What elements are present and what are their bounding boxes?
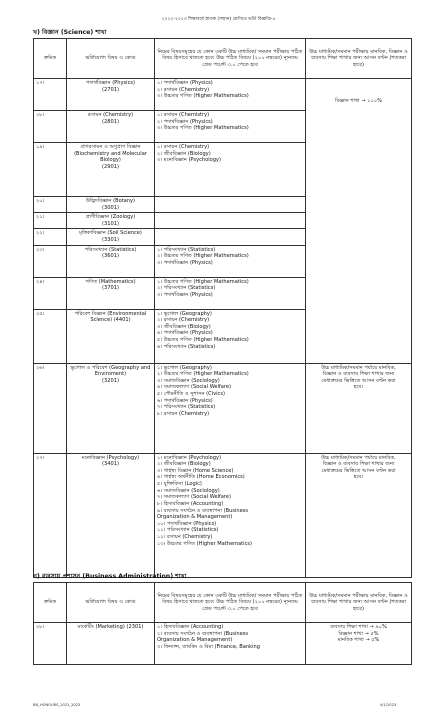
requirement-item: ৪। সমাজকল্যাণ (Social Welfare) bbox=[157, 384, 231, 391]
subject-code: (3601) bbox=[102, 253, 119, 260]
col-allocation: উচ্চ মাধ্যমিক/সমমান পরীক্ষায় মানবিক, বিজ্ঞান ও ব্যবসায় শিক্ষা শাখার জন্য আসন বণ্টন (শতকরা হারে) bbox=[306, 39, 412, 79]
subject-cell bbox=[67, 143, 155, 197]
requirement-item: ২। রসায়ন (Chemistry) bbox=[157, 86, 210, 93]
requirement-item: ৩। উচ্চতর গণিত (Higher Mathematics) bbox=[157, 125, 249, 132]
serial-cell: ১৯। bbox=[34, 143, 67, 197]
requirements-cell bbox=[155, 309, 306, 363]
footer-right: 4/1/2023 bbox=[380, 703, 397, 707]
requirement-item: ৩। ফিন্যান্স, ব্যাংকিং ও বিমা (Finance, Banking bbox=[157, 643, 260, 650]
serial-cell: ২২। bbox=[34, 229, 67, 245]
requirement-item: ২। উচ্চতর গণিত (Higher Mathematics) bbox=[157, 371, 249, 378]
col-serial: ক্রমিক bbox=[34, 583, 67, 623]
requirement-item: ৫। পৌরনীতি ও সুশাসন (Civics) bbox=[157, 391, 226, 398]
requirement-item: ১০। পদার্থবিজ্ঞান (Physics) bbox=[157, 520, 217, 527]
business-table bbox=[33, 582, 412, 665]
allocation-line: বিজ্ঞান ও ব্যবসায় শিক্ষা শাখার জন্য bbox=[322, 371, 395, 378]
table-row bbox=[34, 623, 412, 665]
requirement-item: ২। ব্যবসায় সংগঠন ও ব্যবস্থাপনা (Business bbox=[157, 630, 249, 637]
subject-cell bbox=[67, 79, 155, 111]
requirement-item: ৩। গার্হস্থ্য বিজ্ঞান (Home Science) bbox=[157, 467, 234, 474]
science-section-heading: খ) বিজ্ঞান (Science) শাখা bbox=[33, 29, 107, 36]
allocation-line: মেধাক্রমের ভিত্তিতে আসন বণ্টন করা bbox=[321, 377, 396, 384]
table-row bbox=[34, 363, 412, 453]
allocation-line: বিজ্ঞান শাখা → ৫% bbox=[338, 630, 379, 637]
requirement-item: ৫। উচ্চতর গণিত (Higher Mathematics) bbox=[157, 337, 249, 344]
allocation-line: হবে। bbox=[353, 474, 364, 481]
subject-name: পরিবেশ বিজ্ঞান (Environmental Science) (4401) bbox=[74, 310, 147, 324]
requirement-item: Organization & Management) bbox=[157, 514, 233, 521]
serial-cell: ২৬। bbox=[34, 363, 67, 453]
requirements-cell bbox=[155, 277, 306, 309]
allocation-cell bbox=[306, 453, 412, 577]
subject-cell bbox=[67, 623, 155, 665]
subject-code: (3401) bbox=[102, 461, 119, 468]
serial-cell: ২৩। bbox=[34, 245, 67, 277]
requirement-item: ৩। পদার্থবিজ্ঞান (Physics) bbox=[157, 291, 213, 298]
col-subject: ভর্তিযোগ্য বিষয় ও কোড bbox=[67, 583, 155, 623]
table-header-row bbox=[34, 583, 412, 623]
requirement-item: ৬। পরিসংখ্যান (Statistics) bbox=[157, 343, 216, 350]
requirement-item: ৩। মনোবিজ্ঞান (Psychology) bbox=[157, 157, 221, 164]
subject-name: প্রাণরসায়ন ও অণুপ্রাণ বিজ্ঞান (Biochemistry and Molecular Biology) bbox=[74, 144, 147, 164]
requirements-cell bbox=[155, 213, 306, 229]
serial-cell: ২৪। bbox=[34, 277, 67, 309]
subject-code: (3701) bbox=[102, 285, 119, 292]
allocation-cell bbox=[306, 79, 412, 364]
requirement-item: ১। মনোবিজ্ঞান (Psychology) bbox=[157, 454, 221, 461]
requirement-item: ১। রসায়ন (Chemistry) bbox=[157, 112, 210, 118]
subject-name: মনোবিজ্ঞান (Psychology) bbox=[81, 454, 140, 461]
subject-cell bbox=[67, 453, 155, 577]
requirement-item: ৪। পদার্থবিজ্ঞান (Physics) bbox=[157, 330, 213, 337]
requirement-item: ৯। ব্যবসায় সংগঠন ও ব্যবস্থাপনা (Business bbox=[157, 507, 249, 514]
subject-code: (2701) bbox=[102, 86, 119, 93]
subject-cell bbox=[67, 213, 155, 229]
requirement-item: ৪। গার্হস্থ্য অর্থনীতি (Home Economics) bbox=[157, 474, 245, 481]
subject-code: (2901) bbox=[102, 163, 119, 170]
requirement-item: ১২। রসায়ন (Chemistry) bbox=[157, 533, 213, 540]
subject-cell bbox=[67, 245, 155, 277]
subject-cell bbox=[67, 197, 155, 213]
subject-cell bbox=[67, 309, 155, 363]
subject-name: রসায়ন (Chemistry) bbox=[87, 112, 134, 118]
serial-cell: ২১। bbox=[34, 213, 67, 229]
serial-cell: ২০। bbox=[34, 197, 67, 213]
serial-cell: ১৮। bbox=[34, 111, 67, 143]
allocation-cell bbox=[306, 363, 412, 453]
requirements-cell bbox=[155, 363, 306, 453]
table-header-row bbox=[34, 39, 412, 79]
col-subject: ভর্তিযোগ্য বিষয় ও কোড bbox=[67, 39, 155, 79]
subject-code: (3101) bbox=[102, 220, 119, 227]
subject-name: ভূগোল ও পরিবেশ (Geography and Enviroment) bbox=[70, 364, 151, 378]
subject-cell bbox=[67, 229, 155, 245]
allocation-line: মানবিক শাখা → ৫% bbox=[337, 637, 380, 644]
subject-code: (3201) bbox=[102, 377, 119, 384]
allocation-text: বিজ্ঞান শাখা → ১০০% bbox=[335, 98, 382, 104]
serial-cell: ১৭। bbox=[34, 79, 67, 111]
table-row bbox=[34, 453, 412, 577]
requirement-item: ১। ভূগোল (Geography) bbox=[157, 310, 212, 317]
allocation-line: মেধাক্রমের ভিত্তিতে আসন বণ্টন করা bbox=[321, 467, 396, 474]
col-requirements: নিম্নের বিষয়সমূহের যে কোন একটি উচ্চ মাধ্যমিক/ সমমান পরীক্ষায় পঠিত বিষয় হিসাবে থাকতে হবে। উচ্চ পঠিত বিষয়ে (২০০ নম্বরের) ন্যূনতম গ্রেড পয়েন্ট ৩.০ পেতে হবে bbox=[155, 39, 306, 79]
requirements-cell bbox=[155, 453, 306, 577]
requirement-item: ২। জীববিজ্ঞান (Biology) bbox=[157, 150, 211, 157]
table-row bbox=[34, 79, 412, 111]
subject-cell bbox=[67, 111, 155, 143]
subject-name: গণিত (Mathematics) bbox=[85, 278, 136, 285]
requirement-item: Organization & Management) bbox=[157, 637, 233, 644]
requirement-item: ৭। পরিসংখ্যান (Statistics) bbox=[157, 404, 216, 411]
requirements-cell bbox=[155, 623, 306, 665]
requirements-cell bbox=[155, 197, 306, 213]
requirement-item: ১। উচ্চতর গণিত (Higher Mathematics) bbox=[157, 278, 249, 285]
subject-cell bbox=[67, 363, 155, 453]
requirement-item: ৭। সমাজকল্যাণ (Social Welfare) bbox=[157, 494, 232, 501]
subject-code: (3001) bbox=[102, 204, 119, 211]
requirement-item: ৬। সমাজবিজ্ঞান (Sociology) bbox=[157, 487, 220, 494]
requirement-item: ৩। জীববিজ্ঞান (Biology) bbox=[157, 323, 211, 330]
allocation-line: উচ্চ মাধ্যমিক/সমমান পর্যায়ে মানবিক, bbox=[321, 364, 396, 371]
requirement-item: ১। পরিসংখ্যান (Statistics) bbox=[157, 246, 216, 253]
requirement-item: ২। পরিসংখ্যান (Statistics) bbox=[157, 285, 216, 292]
subject-cell bbox=[67, 277, 155, 309]
science-table bbox=[33, 38, 412, 578]
subject-name: পরিসংখ্যান (Statistics) bbox=[84, 246, 137, 253]
requirement-item: ৮। রসায়ন (Chemistry) bbox=[157, 410, 210, 417]
requirement-item: ৬। পদার্থবিজ্ঞান (Physics) bbox=[157, 397, 213, 404]
subject-code: (2801) bbox=[102, 118, 119, 125]
requirement-item: ৩। পদার্থবিজ্ঞান (Physics) bbox=[157, 259, 213, 266]
requirement-item: ১১। পরিসংখ্যান (Statistics) bbox=[157, 527, 219, 534]
requirement-item: ১। রসায়ন (Chemistry) bbox=[157, 144, 210, 150]
serial-cell: ২৭। bbox=[34, 453, 67, 577]
allocation-line: বিজ্ঞান ও ব্যবসায় শিক্ষা শাখার জন্য bbox=[322, 461, 395, 468]
requirement-item: ৩। উচ্চতর গণিত (Higher Mathematics) bbox=[157, 93, 249, 100]
subject-code: (3301) bbox=[102, 237, 119, 244]
subject-name: পদার্থবিজ্ঞান (Physics) bbox=[85, 80, 136, 86]
requirement-item: ২। রসায়ন (Chemistry) bbox=[157, 317, 210, 324]
requirements-cell bbox=[155, 143, 306, 197]
allocation-cell bbox=[306, 623, 412, 665]
subject-name: উদ্ভিদবিজ্ঞান (Botany) bbox=[85, 198, 136, 204]
requirement-item: ১৩। উচ্চতর গণিত (Higher Mathematics) bbox=[157, 540, 253, 547]
requirement-item: ১। ভূগোল (Geography) bbox=[157, 364, 212, 371]
page-header: ২০২২-২০২৩ শিক্ষাবর্ষে স্নাতক (সম্মান) শ্রেণিতে ভর্তি বিজ্ঞপ্তি-৫ bbox=[161, 17, 276, 22]
serial-cell: ২৫। bbox=[34, 309, 67, 363]
requirement-item: ১। হিসাববিজ্ঞান (Accounting) bbox=[157, 624, 224, 630]
requirement-item: ১। পদার্থবিজ্ঞান (Physics) bbox=[157, 80, 213, 86]
requirement-item: ২। পদার্থবিজ্ঞান (Physics) bbox=[157, 118, 213, 125]
subject-name: মৃত্তিকাবিজ্ঞান (Soil Science) bbox=[79, 230, 142, 237]
requirement-item: ২। জীববিজ্ঞান (Biology) bbox=[157, 461, 211, 468]
allocation-line: হবে। bbox=[353, 384, 364, 391]
requirements-cell bbox=[155, 111, 306, 143]
requirement-item: ৩। সমাজবিজ্ঞান (Sociology) bbox=[157, 377, 220, 384]
requirements-cell bbox=[155, 245, 306, 277]
allocation-line: উচ্চ মাধ্যমিক/সমমান পর্যায়ে মানবিক, bbox=[321, 454, 396, 461]
business-section-heading: গ) ব্যবসায় প্রশাসন (Business Administration) শাখা bbox=[33, 573, 187, 580]
subject-name: প্রাণীবিজ্ঞান (Zoology) bbox=[85, 214, 136, 221]
requirement-item: ২। উচ্চতর গণিত (Higher Mathematics) bbox=[157, 253, 249, 260]
allocation-line: ব্যবসায় শিক্ষা শাখা → ৯০% bbox=[330, 624, 387, 630]
requirements-cell bbox=[155, 229, 306, 245]
requirement-item: ৫। যুক্তিবিদ্যা (Logic) bbox=[157, 481, 202, 488]
col-allocation: উচ্চ মাধ্যমিক/সমমান পরীক্ষায় মানবিক, বিজ্ঞান ও ব্যবসায় শিক্ষা শাখার জন্য আসন বণ্টন (শতকরা হারে) bbox=[306, 583, 412, 623]
requirements-cell bbox=[155, 79, 306, 111]
col-requirements: নিম্নের বিষয়সমূহের যে কোন একটি উচ্চ মাধ্যমিক/ সমমান পরীক্ষায় পঠিত বিষয় হিসাবে থাকতে হবে। উচ্চ পঠিত বিষয়ে (২০০ নম্বরের) ন্যূনতম গ্রেড পয়েন্ট ৩.০ পেতে হবে bbox=[155, 583, 306, 623]
serial-cell: ২৮। bbox=[34, 623, 67, 665]
requirement-item: ৮। হিসাববিজ্ঞান (Accounting) bbox=[157, 500, 224, 507]
subject-name: মার্কেটিং (Marketing) (2301) bbox=[77, 624, 144, 630]
col-serial: ক্রমিক bbox=[34, 39, 67, 79]
footer-left: BN_HONOURS_2022_2023 bbox=[33, 703, 81, 707]
